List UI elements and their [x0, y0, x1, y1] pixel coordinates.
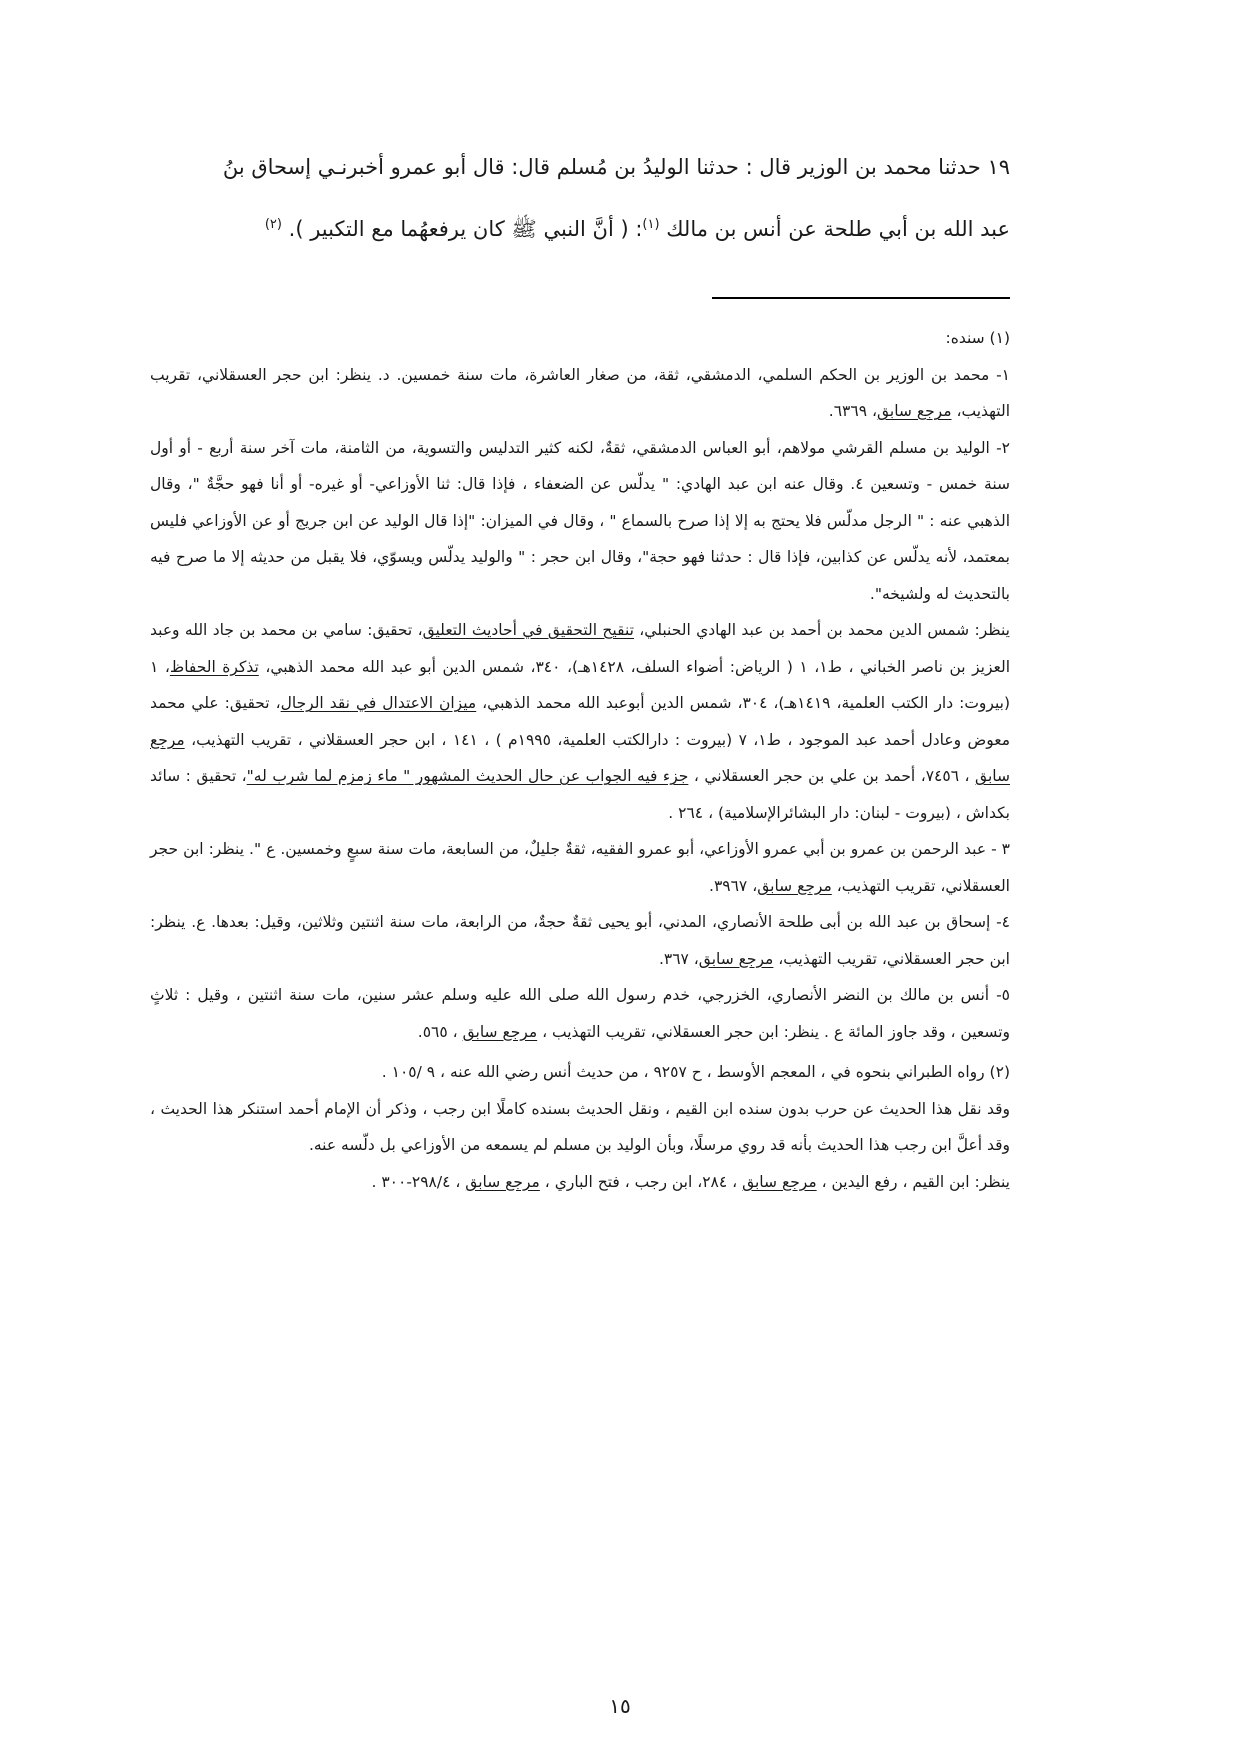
- footnote-ref-2[interactable]: (٢): [264, 217, 282, 232]
- narrator-3: ٣ - عبد الرحمن بن عمرو بن أبي عمرو الأوزاعي، أبو عمرو الفقيه، ثقةٌ جليلٌ، من السابعة، مات سنة سبعٍ وخمسين. ع ". ينظر: ابن حجر العسقلاني، تقريب التهذيب، مرجع سابق، ٣٩٦٧.: [150, 840, 1010, 895]
- reference-link: مرجع سابق: [876, 402, 952, 420]
- reference-link: مرجع سابق: [465, 1172, 540, 1191]
- narrator-2-sources: ينظر: شمس الدين محمد بن أحمد بن عبد الهادي الحنبلي، تنقيح التحقيق في أحاديث التعليق، تحقيق: سامي بن محمد بن جاد الله وعبد العزيز بن ناصر الخباني ، ط١، ١ ( الرياض: أضواء السلف، ١٤٢٨هـ)، ٣٤٠، شمس الدين أبو عبد الله محمد الذهبي، تذكرة الحفاظ، ١ (بيروت: دار الكتب العلمية، ١٤١٩هـ)، ٣٠٤، شمس الدين أبوعبد الله محمد الذهبي، ميزان الاعتدال في نقد الرجال، تحقيق: علي محمد معوض وعادل أحمد عبد الموجود ، ط١، ٧ (بيروت : دارالكتب العلمية، ١٩٩٥م ) ، ١٤١ ، ابن حجر العسقلاني ، تقريب التهذيب، مرجع سابق ، ٧٤٥٦، أحمد بن علي بن حجر العسقلاني ، جزء فيه الجواب عن حال الحديث المشهور " ماء زمزم لما شرب له"، تحقيق : سائد بكداش ، (بيروت - لبنان: دار البشائرالإسلامية) ، ٢٦٤ .: [150, 621, 1010, 822]
- footnote-2: (٢) رواه الطبراني بنحوه في ، المعجم الأوسط ، ح ٩٢٥٧ ، من حديث أنس رضي الله عنه ، ٩ /١٠٥ .: [381, 1063, 1010, 1081]
- reference-link: مرجع سابق: [462, 1022, 538, 1041]
- hadith-line: [150, 136, 1010, 198]
- reference-link: مرجع سابق: [757, 876, 832, 895]
- footnote-2-sources: ينظر: ابن القيم ، رفع اليدين ، مرجع سابق ، ٢٨٤، ابن رجب ، فتح الباري ، مرجع سابق ، ٢٩٨/٤-٣٠٠ .: [371, 1172, 1010, 1191]
- book-title: ميزان الاعتدال في نقد الرجال: [280, 694, 477, 712]
- reference-link: مرجع سابق: [698, 949, 774, 968]
- reference-link: مرجع سابق: [150, 730, 1010, 785]
- hadith-line: [150, 198, 1010, 260]
- footnote-2-note: وقد نقل هذا الحديث عن حرب بدون سنده ابن القيم ، ونقل الحديث بسنده كاملًا ابن رجب ، وذكر أن الإمام أحمد استنكر هذا الحديث ، وقد أعلَّ ابن رجب هذا الحديث بأنه قد روي مرسلًا، وبأن الوليد بن مسلم لم يسمعه من الأوزاعي بل دلّسه عنه.: [150, 1099, 1010, 1154]
- footnote-divider: [712, 297, 1010, 299]
- hadith-matn: : ( أنَّ النبي ﷺ كان يرفعهُما مع التكبير ).: [281, 217, 643, 241]
- narrator-1: ١- محمد بن الوزير بن الحكم السلمي، الدمشقي، ثقة، من صغار العاشرة، مات سنة خمسين. د. ينظر: ابن حجر العسقلاني، تقريب التهذيب، مرجع سابق، ٦٣٦٩.: [150, 365, 1010, 420]
- narrator-4: ٤- إسحاق بن عبد الله بن أبى طلحة الأنصاري، المدني، أبو يحيى ثقةٌ حجةٌ، من الرابعة، مات سنة اثنتين وثلاثين، وقيل: بعدها. ع. ينظر: ابن حجر العسقلاني، تقريب التهذيب، مرجع سابق، ٣٦٧.: [150, 913, 1010, 968]
- footnotes: [150, 320, 1010, 1200]
- hadith-chain: ١٩ حدثنا محمد بن الوزير قال : حدثنا الوليدُ بن مُسلم قال: قال أبو عمرو أخبرنـي إسحاق بنُ: [222, 155, 1010, 179]
- book-title: جزء فيه الجواب عن حال الحديث المشهور " ماء زمزم لما شرب له": [246, 767, 689, 785]
- narrator-5: ٥- أنس بن مالك بن النضر الأنصاري، الخزرجي، خدم رسول الله صلى الله عليه وسلم عشر سنين، مات سنة اثنتين ، وقيل : ثلاثٍ وتسعين ، وقد جاوز المائة ع . ينظر: ابن حجر العسقلاني، تقريب التهذيب ، مرجع سابق ، ٥٦٥.: [150, 986, 1010, 1041]
- footnote-ref-1[interactable]: (١): [642, 217, 660, 232]
- hadith-chain-end: عبد الله بن أبي طلحة عن أنس بن مالك: [659, 217, 1010, 241]
- narrator-2: ٢- الوليد بن مسلم القرشي مولاهم، أبو العباس الدمشقي، ثقةٌ، لكنه كثير التدليس والتسوية، من الثامنة، مات آخر سنة أربع - أو أول سنة خمس - وتسعين ٤. وقال عنه ابن عبد الهادي: " يدلّس عن الضعفاء ، فإذا قال: ثنا الأوزاعي- أو غيره- أو أنا فهو حجَّةٌ "، وقال الذهبي عنه : " الرجل مدلّس فلا يحتج به إلا إذا صرح بالسماع " ، وقال في الميزان: "إذا قال الوليد عن ابن جريج أو عن الأوزاعي فليس بمعتمد، لأنه يدلّس عن كذابين، فإذا قال : حدثنا فهو حجة"، وقال ابن حجر : " والوليد يدلّس ويسوّي، فلا يقبل من حديثه إلا ما صرح فيه بالتحديث له ولشيخه".: [150, 438, 1010, 603]
- reference-link: مرجع سابق: [742, 1172, 817, 1191]
- book-title: تنقيح التحقيق في أحاديث التعليق: [422, 621, 634, 639]
- hadith-text: [150, 136, 1010, 260]
- book-title: تذكرة الحفاظ: [169, 657, 259, 676]
- footnote-1-title: (١) سنده:: [945, 329, 1010, 347]
- page-number: ١٥: [609, 1694, 631, 1718]
